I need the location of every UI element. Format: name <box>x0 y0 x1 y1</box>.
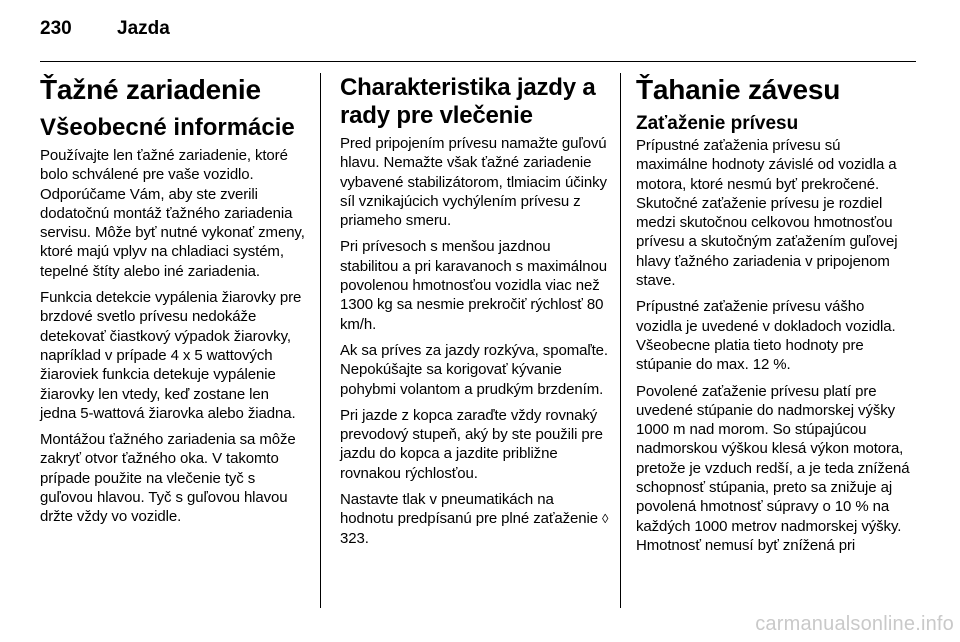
page-number: 230 <box>40 18 72 39</box>
header-rule <box>40 61 916 62</box>
paragraph: Funkcia detekcie vypálenia žiarovky pre brzdové svetlo prívesu nedokáže detekovať čiastkový výpadok žiarovky, napríklad v prípade 4 x 5 wattových žiaroviek funkcia detekuje vypálenie žiarovky len vtedy, keď zostane len jedna 5-wattová žiarovka alebo žiadna. <box>40 289 302 422</box>
paragraph: Používajte len ťažné zariadenie, ktoré bolo schválené pre vaše vozidlo. Odporúčame Vám, aby ste zverili dodatočnú montáž ťažného zariadenia servisu. Môže byť nutné vykonať zmeny, ktoré majú vplyv na chladiaci systém, tepelné štíty alebo iné zariadenia. <box>40 147 305 280</box>
paragraph-with-reference <box>340 490 610 548</box>
column-divider-1 <box>320 73 321 608</box>
section-title-driving-characteristics: Charakteristika jazdy a rady pre vlečenie <box>340 74 596 129</box>
watermark: carmanualsonline.info <box>755 613 954 635</box>
column-3 <box>636 72 914 562</box>
paragraph: Prípustné zaťaženie prívesu vášho vozidla je uvedené v dokladoch vozidla. Všeobecne platia tieto hodnoty pre stúpanie do max. 12 %. <box>636 298 896 374</box>
subsection-title-trailer-load: Zaťaženie prívesu <box>636 113 799 134</box>
column-1 <box>40 72 308 534</box>
paragraph: Povolené zaťaženie prívesu platí pre uvedené stúpanie do nadmorskej výšky 1000 m nad morom. So stúpajúcou nadmorskou výškou klesá výkon motora, pretože je vzduch redší, a je teda znížená schopnosť stúpania, preto sa znižuje aj povolená hmotnosť súpravy o 10 % na každých 1000 metrov nadmorskej výšky. Hmotnosť nemusí byť znížená pri <box>636 382 910 554</box>
section-name: Jazda <box>117 18 170 39</box>
page-reference-arrow-icon: ◊ <box>602 511 609 527</box>
page-header <box>40 18 920 48</box>
section-title-towbar: Ťažné zariadenie <box>40 74 261 105</box>
paragraph: Pri jazde z kopca zaraďte vždy rovnaký prevodový stupeň, aký by ste použili pre jazdu do kopca a jazdite približne rovnakou rýchlosťou. <box>340 406 603 482</box>
column-divider-2 <box>620 73 621 608</box>
paragraph: Pred pripojením prívesu namažte guľovú hlavu. Nemažte však ťažné zariadenie vybavené stabilizátorom, tlmiacim účinky síl vznikajúcich vychýlením prívesu z priameho smeru. <box>340 135 607 230</box>
paragraph: Montážou ťažného zariadenia sa môže zakryť otvor ťažného oka. V takomto prípade použite na vlečenie tyč s guľovou hlavou. Tyč s guľovou hlavou držte vždy vo vozidle. <box>40 431 296 526</box>
paragraph: Pri prívesoch s menšou jazdnou stabilitou a pri karavanoch s maximálnou povolenou hmotnosťou vozidla viac než 1300 kg sa nesmie prekročiť rýchlosť 80 km/h. <box>340 238 607 333</box>
column-2 <box>340 72 610 555</box>
section-title-trailer-towing: Ťahanie závesu <box>636 74 841 105</box>
page-reference-link[interactable]: 323. <box>340 529 369 547</box>
paragraph: Ak sa príves za jazdy rozkýva, spomaľte. Nepokúšajte sa korigovať kývanie pohybmi volantom a prudkým brzdením. <box>340 341 608 398</box>
subsection-title-general: Všeobecné informácie <box>40 114 295 141</box>
paragraph: Prípustné zaťaženia prívesu sú maximálne hodnoty závislé od vozidla a motora, ktoré nesmú byť prekročené. Skutočné zaťaženie prívesu je rozdiel medzi skutočnou celkovou hmotnosťou prívesu a skutočným zaťažením guľovej hlavy ťažného zariadenia v pripojenom stave. <box>636 137 898 290</box>
paragraph-text: Nastavte tlak v pneumatikách na hodnotu predpísanú pre plné zaťaženie <box>340 491 603 528</box>
